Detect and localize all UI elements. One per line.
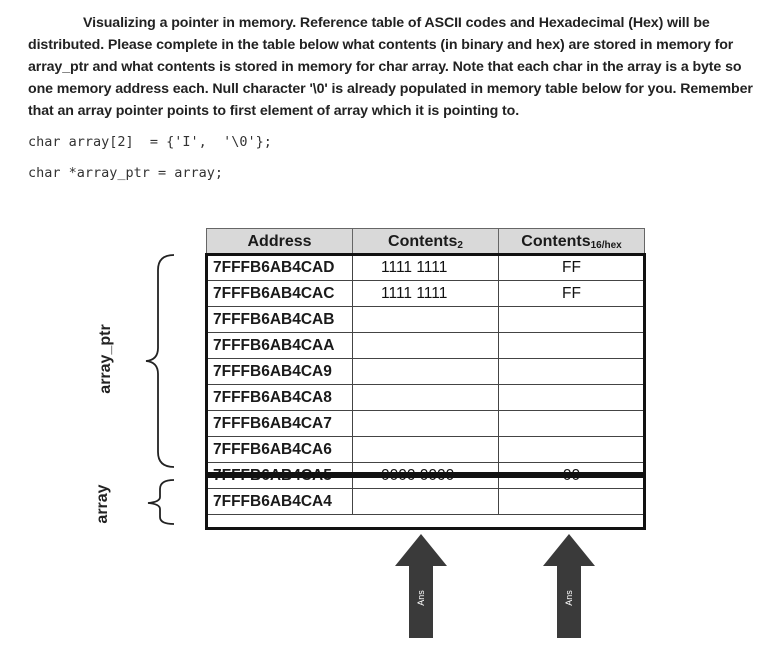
address-cell: 7FFFB6AB4CAD [207,255,353,281]
hex-cell[interactable] [499,489,645,515]
address-cell: 7FFFB6AB4CAC [207,281,353,307]
hex-cell[interactable] [499,385,645,411]
binary-cell[interactable] [353,333,499,359]
answer-arrow-text: Ans [416,590,426,606]
array-brace-icon [140,477,180,527]
binary-cell[interactable] [353,359,499,385]
address-cell: 7FFFB6AB4CA7 [207,411,353,437]
table-row [207,463,645,489]
address-cell: 7FFFB6AB4CA5 [207,463,353,489]
address-cell: 7FFFB6AB4CA6 [207,437,353,463]
address-cell: 7FFFB6AB4CAB [207,307,353,333]
up-arrow-icon [393,532,449,640]
table-row [207,255,645,281]
hex-cell[interactable]: 00 [499,463,645,489]
address-cell: 7FFFB6AB4CAA [207,333,353,359]
memory-table [206,228,645,515]
hex-cell[interactable] [499,411,645,437]
table-row [207,307,645,333]
header-contents-binary: Contents$_2$ [353,229,499,255]
address-cell: 7FFFB6AB4CA8 [207,385,353,411]
array-ptr-label: array_ptr [97,324,114,394]
binary-cell[interactable] [353,385,499,411]
instructions-line-1: Visualizing a pointer in memory. Reference table of ASCII codes and Hexadecimal (Hex) will be [83,15,710,31]
table-row [207,333,645,359]
code-line-array: char array[2] = {'I', '\0'}; [28,134,272,150]
instructions [28,12,758,122]
binary-cell[interactable]: 1111 1111 [353,281,499,307]
hex-cell[interactable] [499,333,645,359]
binary-cell[interactable] [353,411,499,437]
binary-cell[interactable] [353,307,499,333]
memory-table-header [207,229,645,255]
binary-cell[interactable]: 0000 0000 [353,463,499,489]
instructions-rest: distributed. Please complete in the table below what contents (in binary and hex) are stored in memory for array_ptr and what contents is stored in memory for char array. Note that each char in the array is a byte so one memory address each. Null character '\0' is already populated in memory table below for you. Remember that an array pointer points to first element of array which it is pointing to. [28,37,753,119]
code-line-pointer: char *array_ptr = array; [28,165,224,181]
array-label: array [94,484,111,524]
table-row [207,281,645,307]
table-row [207,489,645,515]
header-address: Address [207,229,353,255]
binary-cell[interactable] [353,437,499,463]
table-row [207,411,645,437]
hex-cell[interactable]: FF [499,281,645,307]
table-row [207,437,645,463]
header-contents-hex: Contents$_{16/hex}$ [499,229,645,255]
address-cell: 7FFFB6AB4CA4 [207,489,353,515]
hex-cell[interactable] [499,307,645,333]
array-ptr-brace-icon [140,252,180,470]
table-row [207,385,645,411]
binary-cell[interactable] [353,489,499,515]
up-arrow-icon [541,532,597,640]
binary-cell[interactable]: 1111 1111 [353,255,499,281]
answer-arrow-text: Ans [564,590,574,606]
hex-cell[interactable] [499,437,645,463]
table-row [207,359,645,385]
hex-cell[interactable] [499,359,645,385]
hex-cell[interactable]: FF [499,255,645,281]
address-cell: 7FFFB6AB4CA9 [207,359,353,385]
